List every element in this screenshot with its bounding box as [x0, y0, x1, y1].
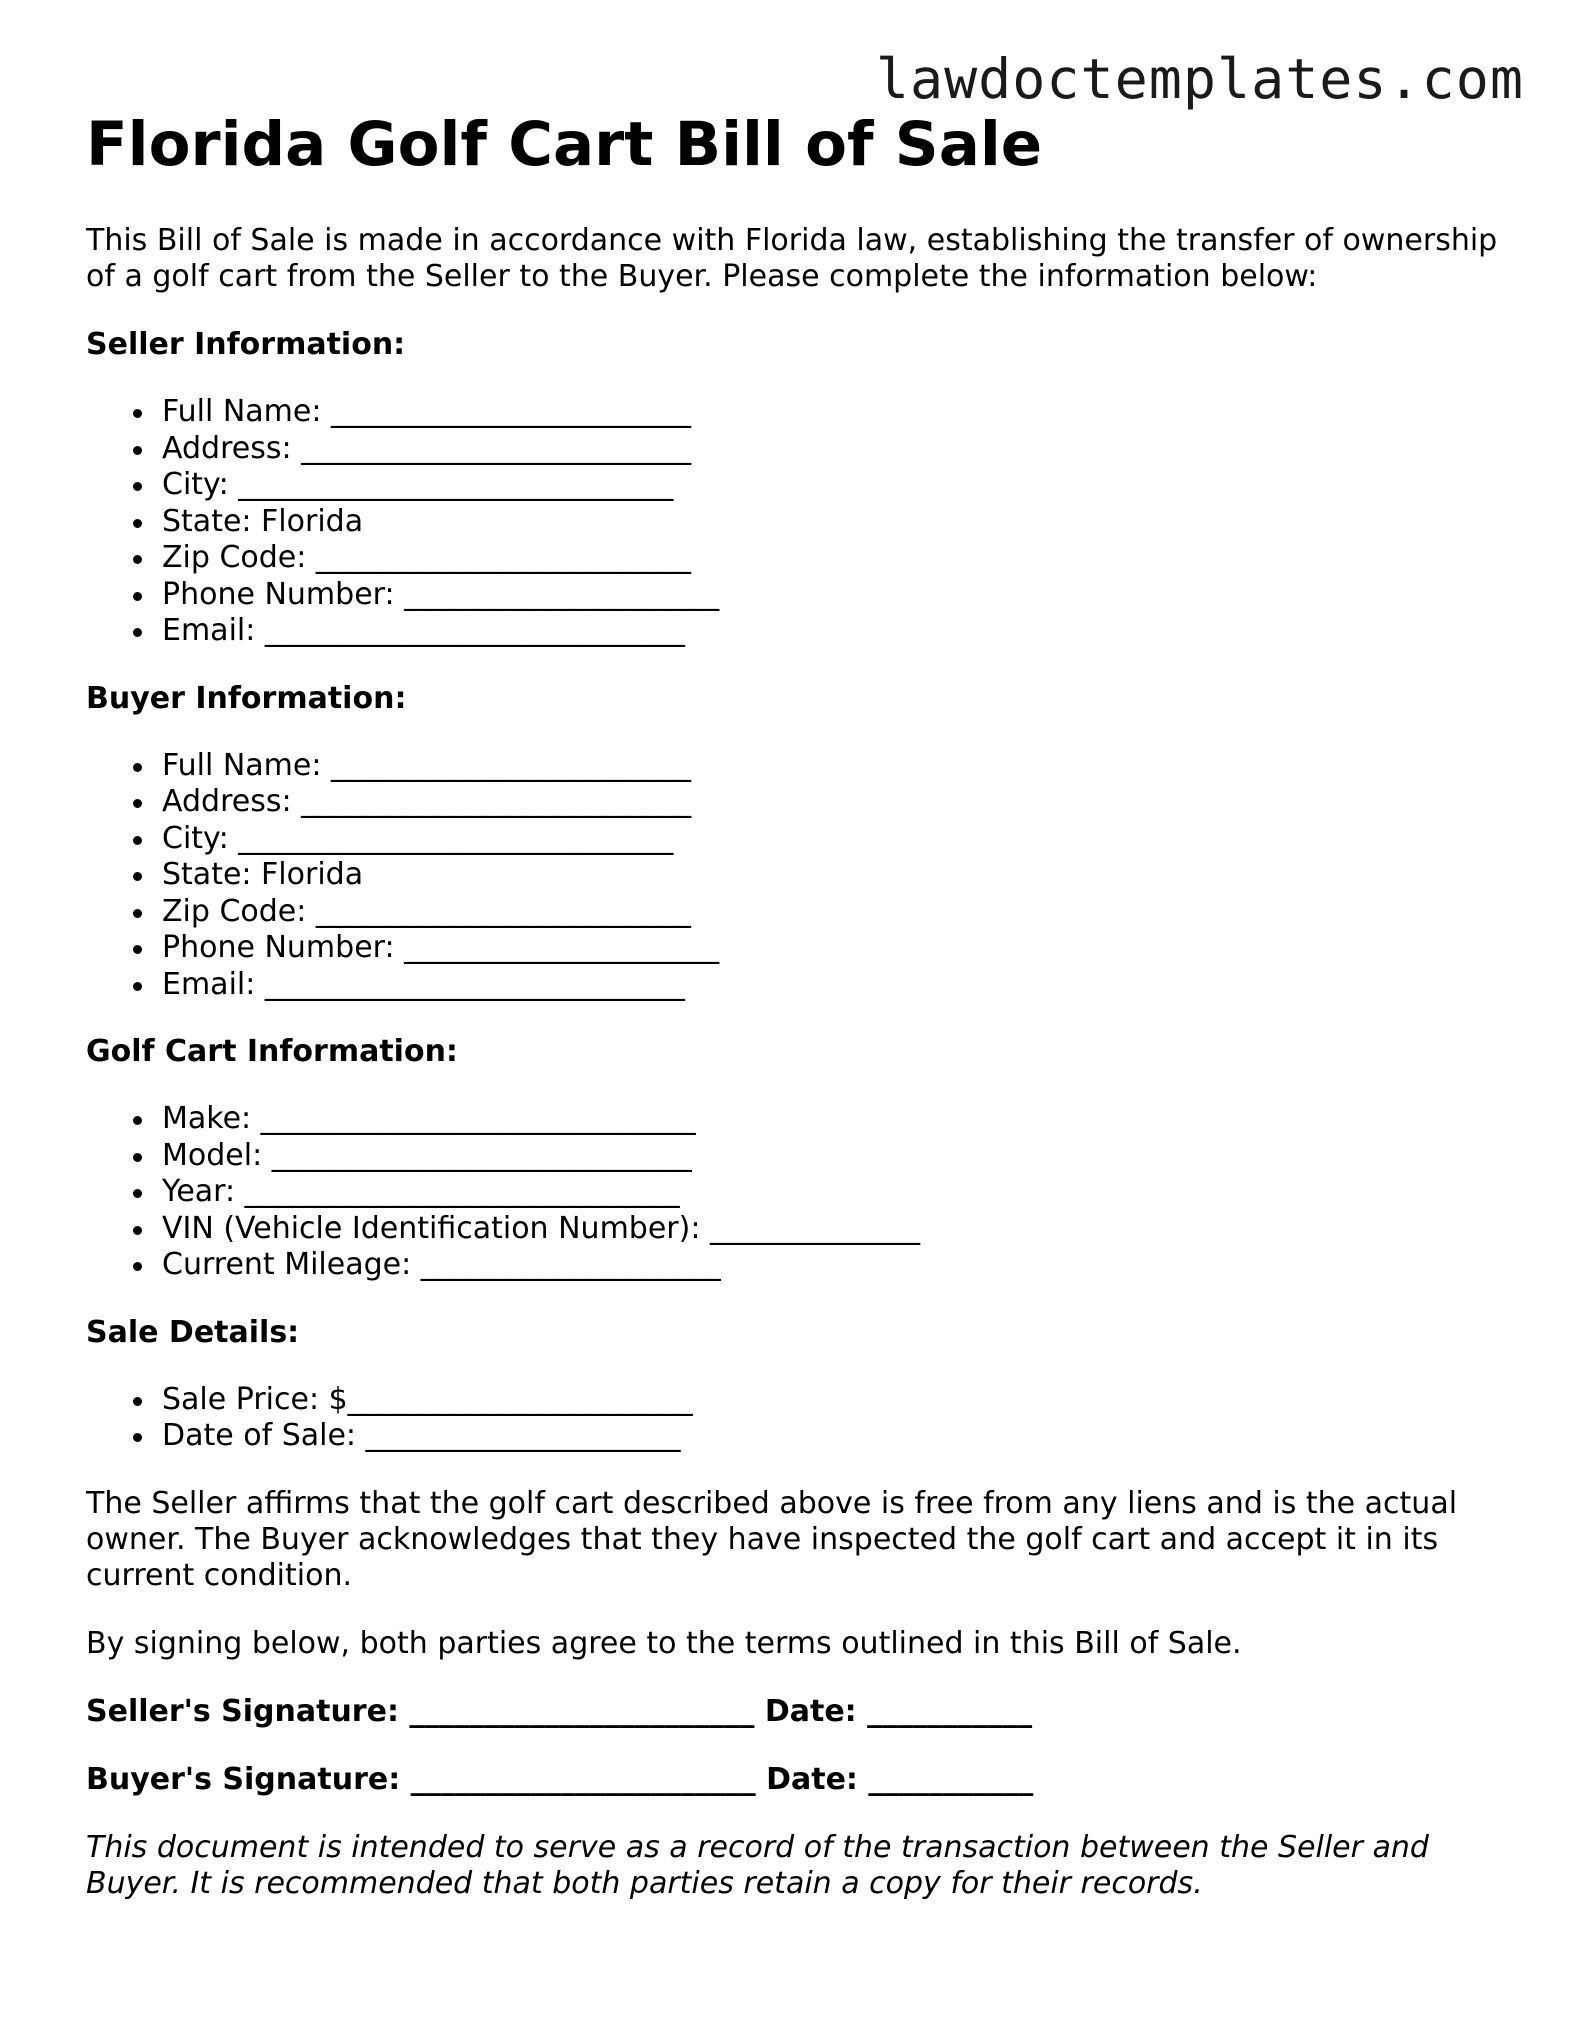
- buyer-phone-field: Phone Number: _____________________: [162, 930, 1506, 967]
- golf-cart-heading: Golf Cart Information:: [86, 1034, 458, 1070]
- sale-details-fields: [86, 1382, 1506, 1455]
- sale-price-field: Sale Price: $_______________________: [162, 1382, 1506, 1419]
- seller-address-field: Address: __________________________: [162, 431, 1506, 468]
- seller-zip-field: Zip Code: _________________________: [162, 540, 1506, 577]
- buyer-fields: [86, 748, 1506, 1004]
- buyer-signature-line: Buyer's Signature: _______________________ Date: ___________: [86, 1761, 1034, 1797]
- watermark-logo: lawdoctemplates.com: [875, 47, 1524, 111]
- buyer-heading: Buyer Information:: [86, 680, 407, 716]
- buyer-full-name-field: Full Name: ________________________: [162, 748, 1506, 785]
- sale-details-heading: Sale Details:: [86, 1314, 300, 1350]
- seller-email-field: Email: ____________________________: [162, 613, 1506, 650]
- seller-phone-field: Phone Number: _____________________: [162, 577, 1506, 614]
- agreement-paragraph: By signing below, both parties agree to the terms outlined in this Bill of Sale.: [86, 1625, 1242, 1661]
- buyer-address-field: Address: __________________________: [162, 784, 1506, 821]
- cart-model-field: Model: ____________________________: [162, 1138, 1506, 1175]
- affirmation-paragraph: The Seller affirms that the golf cart described above is free from any liens and is the actual owner. The Buyer acknowledges that they have inspected the golf cart and accept it in its current condition.: [86, 1485, 1458, 1593]
- cart-year-field: Year: _____________________________: [162, 1174, 1506, 1211]
- cart-make-field: Make: _____________________________: [162, 1101, 1506, 1138]
- seller-fields: [86, 394, 1506, 650]
- cart-mileage-field: Current Mileage: ____________________: [162, 1247, 1506, 1284]
- page-title: Florida Golf Cart Bill of Sale: [86, 109, 1043, 180]
- seller-heading: Seller Information:: [86, 327, 406, 363]
- document-page: [86, 108, 1506, 1902]
- seller-full-name-field: Full Name: ________________________: [162, 394, 1506, 431]
- seller-signature-line: Seller's Signature: _______________________ Date: ___________: [86, 1693, 1033, 1729]
- buyer-state-field: State: Florida: [162, 857, 1506, 894]
- seller-city-field: City: _____________________________: [162, 467, 1506, 504]
- footer-note: This document is intended to serve as a record of the transaction between the Seller and Buyer. It is recommended that both parties retain a copy for their records.: [86, 1829, 1429, 1901]
- seller-state-field: State: Florida: [162, 504, 1506, 541]
- buyer-zip-field: Zip Code: _________________________: [162, 894, 1506, 931]
- cart-vin-field: VIN (Vehicle Identification Number): ______________: [162, 1211, 1506, 1248]
- buyer-email-field: Email: ____________________________: [162, 967, 1506, 1004]
- intro-paragraph: This Bill of Sale is made in accordance with Florida law, establishing the transfer of ownership of a golf cart from the Seller to the Buyer. Please complete the information below:: [86, 223, 1498, 295]
- golf-cart-fields: [86, 1101, 1506, 1284]
- sale-date-field: Date of Sale: _____________________: [162, 1418, 1506, 1455]
- buyer-city-field: City: _____________________________: [162, 821, 1506, 858]
